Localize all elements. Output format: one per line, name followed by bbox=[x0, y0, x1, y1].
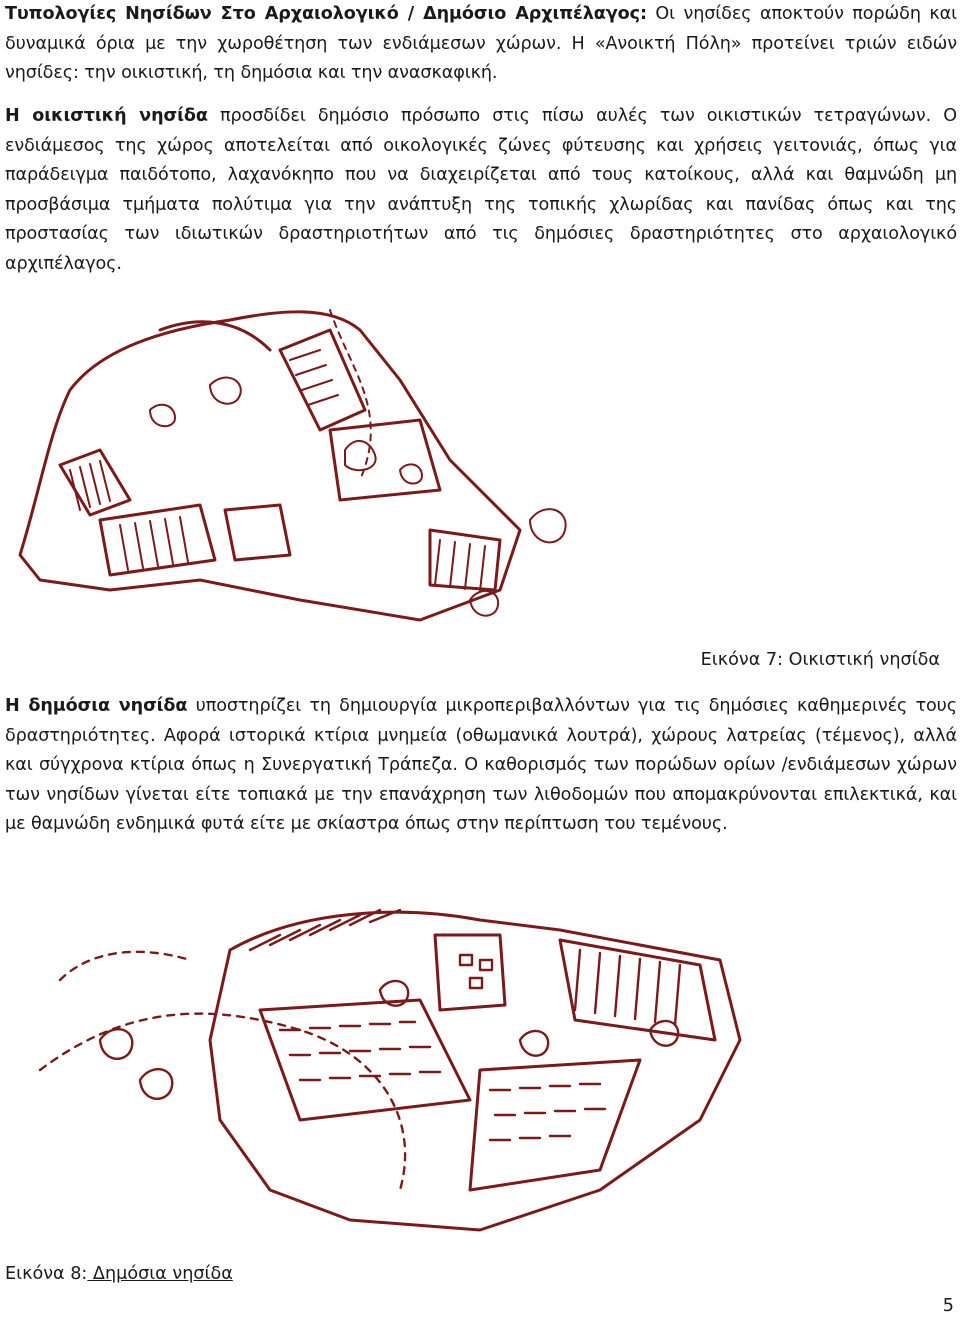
public-island-sketch bbox=[0, 890, 960, 1250]
residential-island-paragraph bbox=[5, 102, 957, 279]
figure-8-label: Εικόνα 8: bbox=[5, 1264, 88, 1284]
figure-7-title: Οικιστική νησίδα bbox=[783, 650, 940, 670]
public-island-paragraph bbox=[5, 692, 957, 840]
figure-7-caption bbox=[701, 648, 940, 672]
residential-island-sketch bbox=[0, 290, 600, 670]
figure-8-caption bbox=[5, 1262, 233, 1286]
intro-paragraph bbox=[5, 0, 957, 89]
public-island-term: Η δημόσια νησίδα bbox=[5, 696, 188, 716]
intro-text: Οι νησίδες αποκτούν πορώδη και δυναμικά όρια με την χωροθέτηση των ενδιάμεσων χώρων. Η «Ανοικτή Πόλη» προτείνει τριών ειδών νησίδες: την οικιστική, τη δημόσια και την ανασκαφική. bbox=[5, 4, 957, 83]
residential-island-text: προσδίδει δημόσιο πρόσωπο στις πίσω αυλές των οικιστικών τετραγώνων. Ο ενδιάμεσος της χώρος αποτελείται από οικολογικές ζώνες φύτευσης και χρήσεις γειτονιάς, όπως για παράδειγμα παιδότοπο, λαχανόκηπο που να διαχειρίζεται από τους κατοίκους, αλλά και θαμνώδη μη προσβάσιμα τμήματα πολύτιμα για την ανάπτυξη της τοπικής χλωρίδας και πανίδας όπως και της προστασίας των ιδιωτικών δραστηριοτήτων από τις δημόσιες δραστηριότητες στο αρχαιολογικό αρχιπέλαγος. bbox=[5, 106, 957, 274]
residential-island-term: Η οικιστική νησίδα bbox=[5, 106, 208, 126]
figure-8-title: Δημόσια νησίδα bbox=[87, 1264, 233, 1284]
section-heading: Τυπολογίες Νησίδων Στο Αρχαιολογικό / Δημόσιο Αρχιπέλαγος: bbox=[5, 4, 647, 24]
public-island-text: υποστηρίζει τη δημιουργία μικροπεριβαλλόντων για τις δημόσιες καθημερινές τους δραστηριότητες. Αφορά ιστορικά κτίρια μνημεία (οθωμανικά λουτρά), χώρους λατρείας (τέμενος), αλλά και σύγχρονα κτίρια όπως η Συνεργατική Τράπεζα. Ο καθορισμός των πορώδων ορίων /ενδιάμεσων χώρων των νησίδων γίνεται είτε τοπιακά με την επανάχρηση των λιθοδομών που απομακρύνονται επιλεκτικά, και με θαμνώδη ενδημικά φυτά είτε με σκίαστρα όπως στην περίπτωση του τεμένους. bbox=[5, 696, 957, 834]
page-number: 5 bbox=[942, 1296, 954, 1316]
figure-7-label: Εικόνα 7: bbox=[700, 650, 784, 670]
